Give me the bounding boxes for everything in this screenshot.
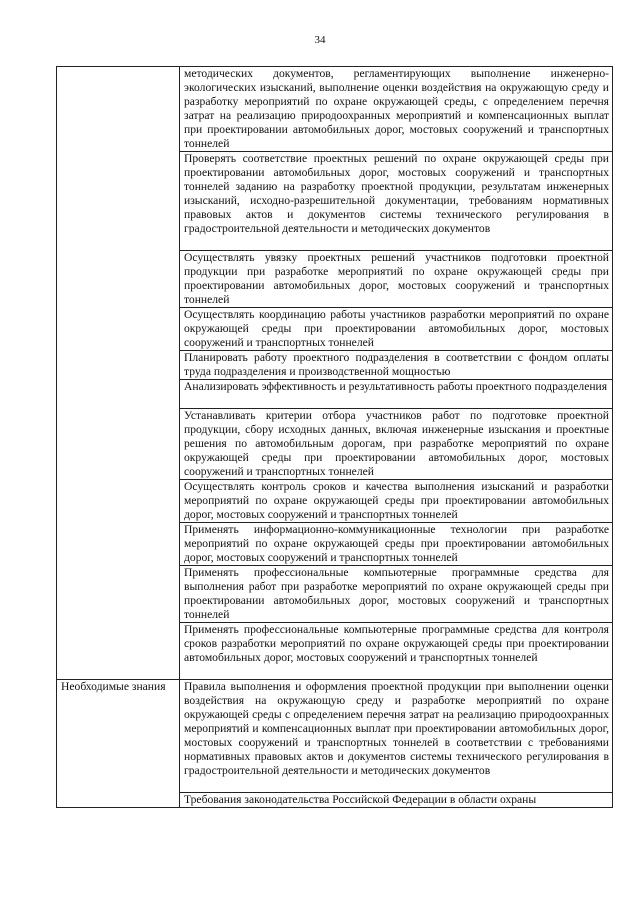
table-row — [57, 67, 613, 152]
knowledge-item: Требования законодательства Российской Федерации в области охраны — [180, 793, 613, 808]
skill-item: Устанавливать критерии отбора участников работ по подготовке проектной продукции, сбору исходных данных, включая инженерные изыскания и проектные решения по автомобильным дорогам, при разработке мероприятий по охране окружающей среды при проектировании автомобильных дорог, мостовых сооружений и транспортных тоннелей — [180, 409, 613, 480]
knowledge-item: Правила выполнения и оформления проектной продукции при выполнении оценки воздействия на окружающую среду и разработке мероприятий по охране окружающей среды с определением перечня затрат на реализацию природоохранных мероприятий и компенсационных выплат при проектировании автомобильных дорог, мостовых сооружений и транспортных тоннелей в соответствии с требованиями нормативных правовых актов и документов системы технического регулирования в градостроительной деятельности и методических документов — [180, 680, 613, 793]
requirements-table — [56, 66, 613, 808]
skills-label-cell — [57, 67, 180, 680]
skill-item: Осуществлять увязку проектных решений участников подготовки проектной продукции при разработке мероприятий по охране окружающей среды при проектировании автомобильных дорог, мостовых сооружений и транспортных тоннелей — [180, 251, 613, 308]
skill-item: Применять информационно-коммуникационные технологии при разработке мероприятий по охране окружающей среды при проектировании автомобильных дорог, мостовых сооружений и транспортных тоннелей — [180, 523, 613, 566]
table-row — [57, 680, 613, 793]
skill-item: Анализировать эффективность и результативность работы проектного подразделения — [180, 380, 613, 409]
skill-item: Осуществлять контроль сроков и качества выполнения изысканий и разработки мероприятий по охране окружающей среды при проектировании автомобильных дорог, мостовых сооружений и транспортных тоннелей — [180, 480, 613, 523]
skill-item: Применять профессиональные компьютерные программные средства для контроля сроков разработки мероприятий по охране окружающей среды при проектировании автомобильных дорог, мостовых сооружений и транспортных тоннелей — [180, 623, 613, 680]
page-number: 34 — [314, 34, 326, 46]
skill-item: Проверять соответствие проектных решений по охране окружающей среды при проектировании автомобильных дорог, мостовых сооружений и транспортных тоннелей заданию на разработку проектной продукции, результатам инженерных изысканий, исходно-разрешительной документации, требованиям нормативных правовых актов и документов системы технического регулирования в градостроительной деятельности и методических документов — [180, 152, 613, 251]
skill-item: методических документов, регламентирующих выполнение инженерно-экологических изысканий, выполнение оценки воздействия на окружающую среду и разработку мероприятий по охране окружающей среды, с определением перечня затрат на реализацию природоохранных мероприятий и компенсационных выплат при проектировании автомобильных дорог, мостовых сооружений и транспортных тоннелей — [180, 67, 613, 152]
knowledge-label-cell: Необходимые знания — [57, 680, 180, 808]
skill-item: Осуществлять координацию работы участников разработки мероприятий по охране окружающей среды при проектировании автомобильных дорог, мостовых сооружений и транспортных тоннелей — [180, 308, 613, 351]
skill-item: Планировать работу проектного подразделения в соответствии с фондом оплаты труда подразделения и производственной мощностью — [180, 351, 613, 380]
skill-item: Применять профессиональные компьютерные программные средства для выполнения работ при разработке мероприятий по охране окружающей среды при проектировании автомобильных дорог, мостовых сооружений и транспортных тоннелей — [180, 566, 613, 623]
